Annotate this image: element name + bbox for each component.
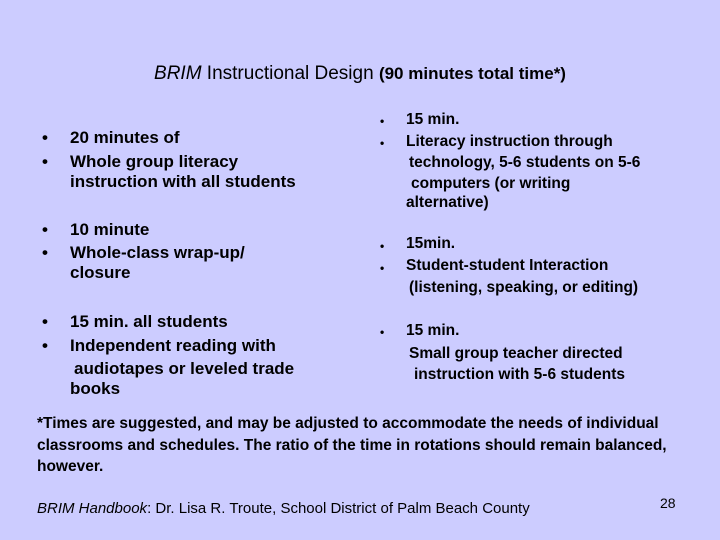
left-item-3-line-1: 15 min. all students [70,312,228,331]
left-item-1-continuation: instruction with all students [70,172,296,191]
left-item-1-line-1: 20 minutes of [70,128,180,147]
right-item-1-continuation-3: alternative) [406,194,489,211]
right-item-2-continuation-1: (listening, speaking, or editing) [409,279,639,296]
slide-title [0,63,720,85]
left-item-2-continuation: closure [70,263,131,282]
left-item-3-line-2: Independent reading with [70,336,276,355]
right-item-2-line-2: Student-student Interaction [406,257,609,274]
right-item-1-continuation-2: computers (or writing [411,175,571,192]
right-item-2-line-1: 15min. [406,235,456,252]
credit-author: : Dr. Lisa R. Troute, School District of Palm Beach County [147,500,530,517]
bullet: • [42,336,48,355]
title-brim: BRIM [154,63,202,84]
bullet: • [380,114,385,128]
right-item-3-continuation-2: instruction with 5-6 students [414,366,625,383]
bullet: • [42,220,48,239]
credit-line [37,500,530,517]
right-item-1-continuation-1: technology, 5-6 students on 5-6 [409,154,641,171]
bullet: • [42,152,48,171]
credit-handbook-title: BRIM Handbook [37,500,148,517]
right-item-1-line-2: Literacy instruction through [406,133,613,150]
bullet: • [380,239,385,253]
right-item-1-line-1: 15 min. [406,111,460,128]
right-item-3-line-1: 15 min. [406,322,460,339]
bullet: • [380,261,385,275]
left-item-2-line-1: 10 minute [70,220,150,239]
bullet: • [42,312,48,331]
footnote: *Times are suggested, and may be adjusted to accommodate the needs of individual classrooms and schedules. The ratio of the time in rotations should remain balanced, however. [37,415,667,475]
left-item-1-line-2: Whole group literacy [70,152,239,171]
bullet: • [380,136,385,150]
bullet: • [42,128,48,147]
left-item-3-continuation-2: books [70,379,121,398]
right-item-3-continuation-1: Small group teacher directed [409,345,623,362]
title-total-time: (90 minutes total time*) [378,64,566,83]
title-main: Instructional Design [201,63,379,84]
page-number: 28 [660,495,676,511]
left-item-2-line-2: Whole-class wrap-up/ [70,243,245,262]
bullet: • [42,243,48,262]
left-item-3-continuation-1: audiotapes or leveled trade [74,359,295,378]
bullet: • [380,325,385,339]
